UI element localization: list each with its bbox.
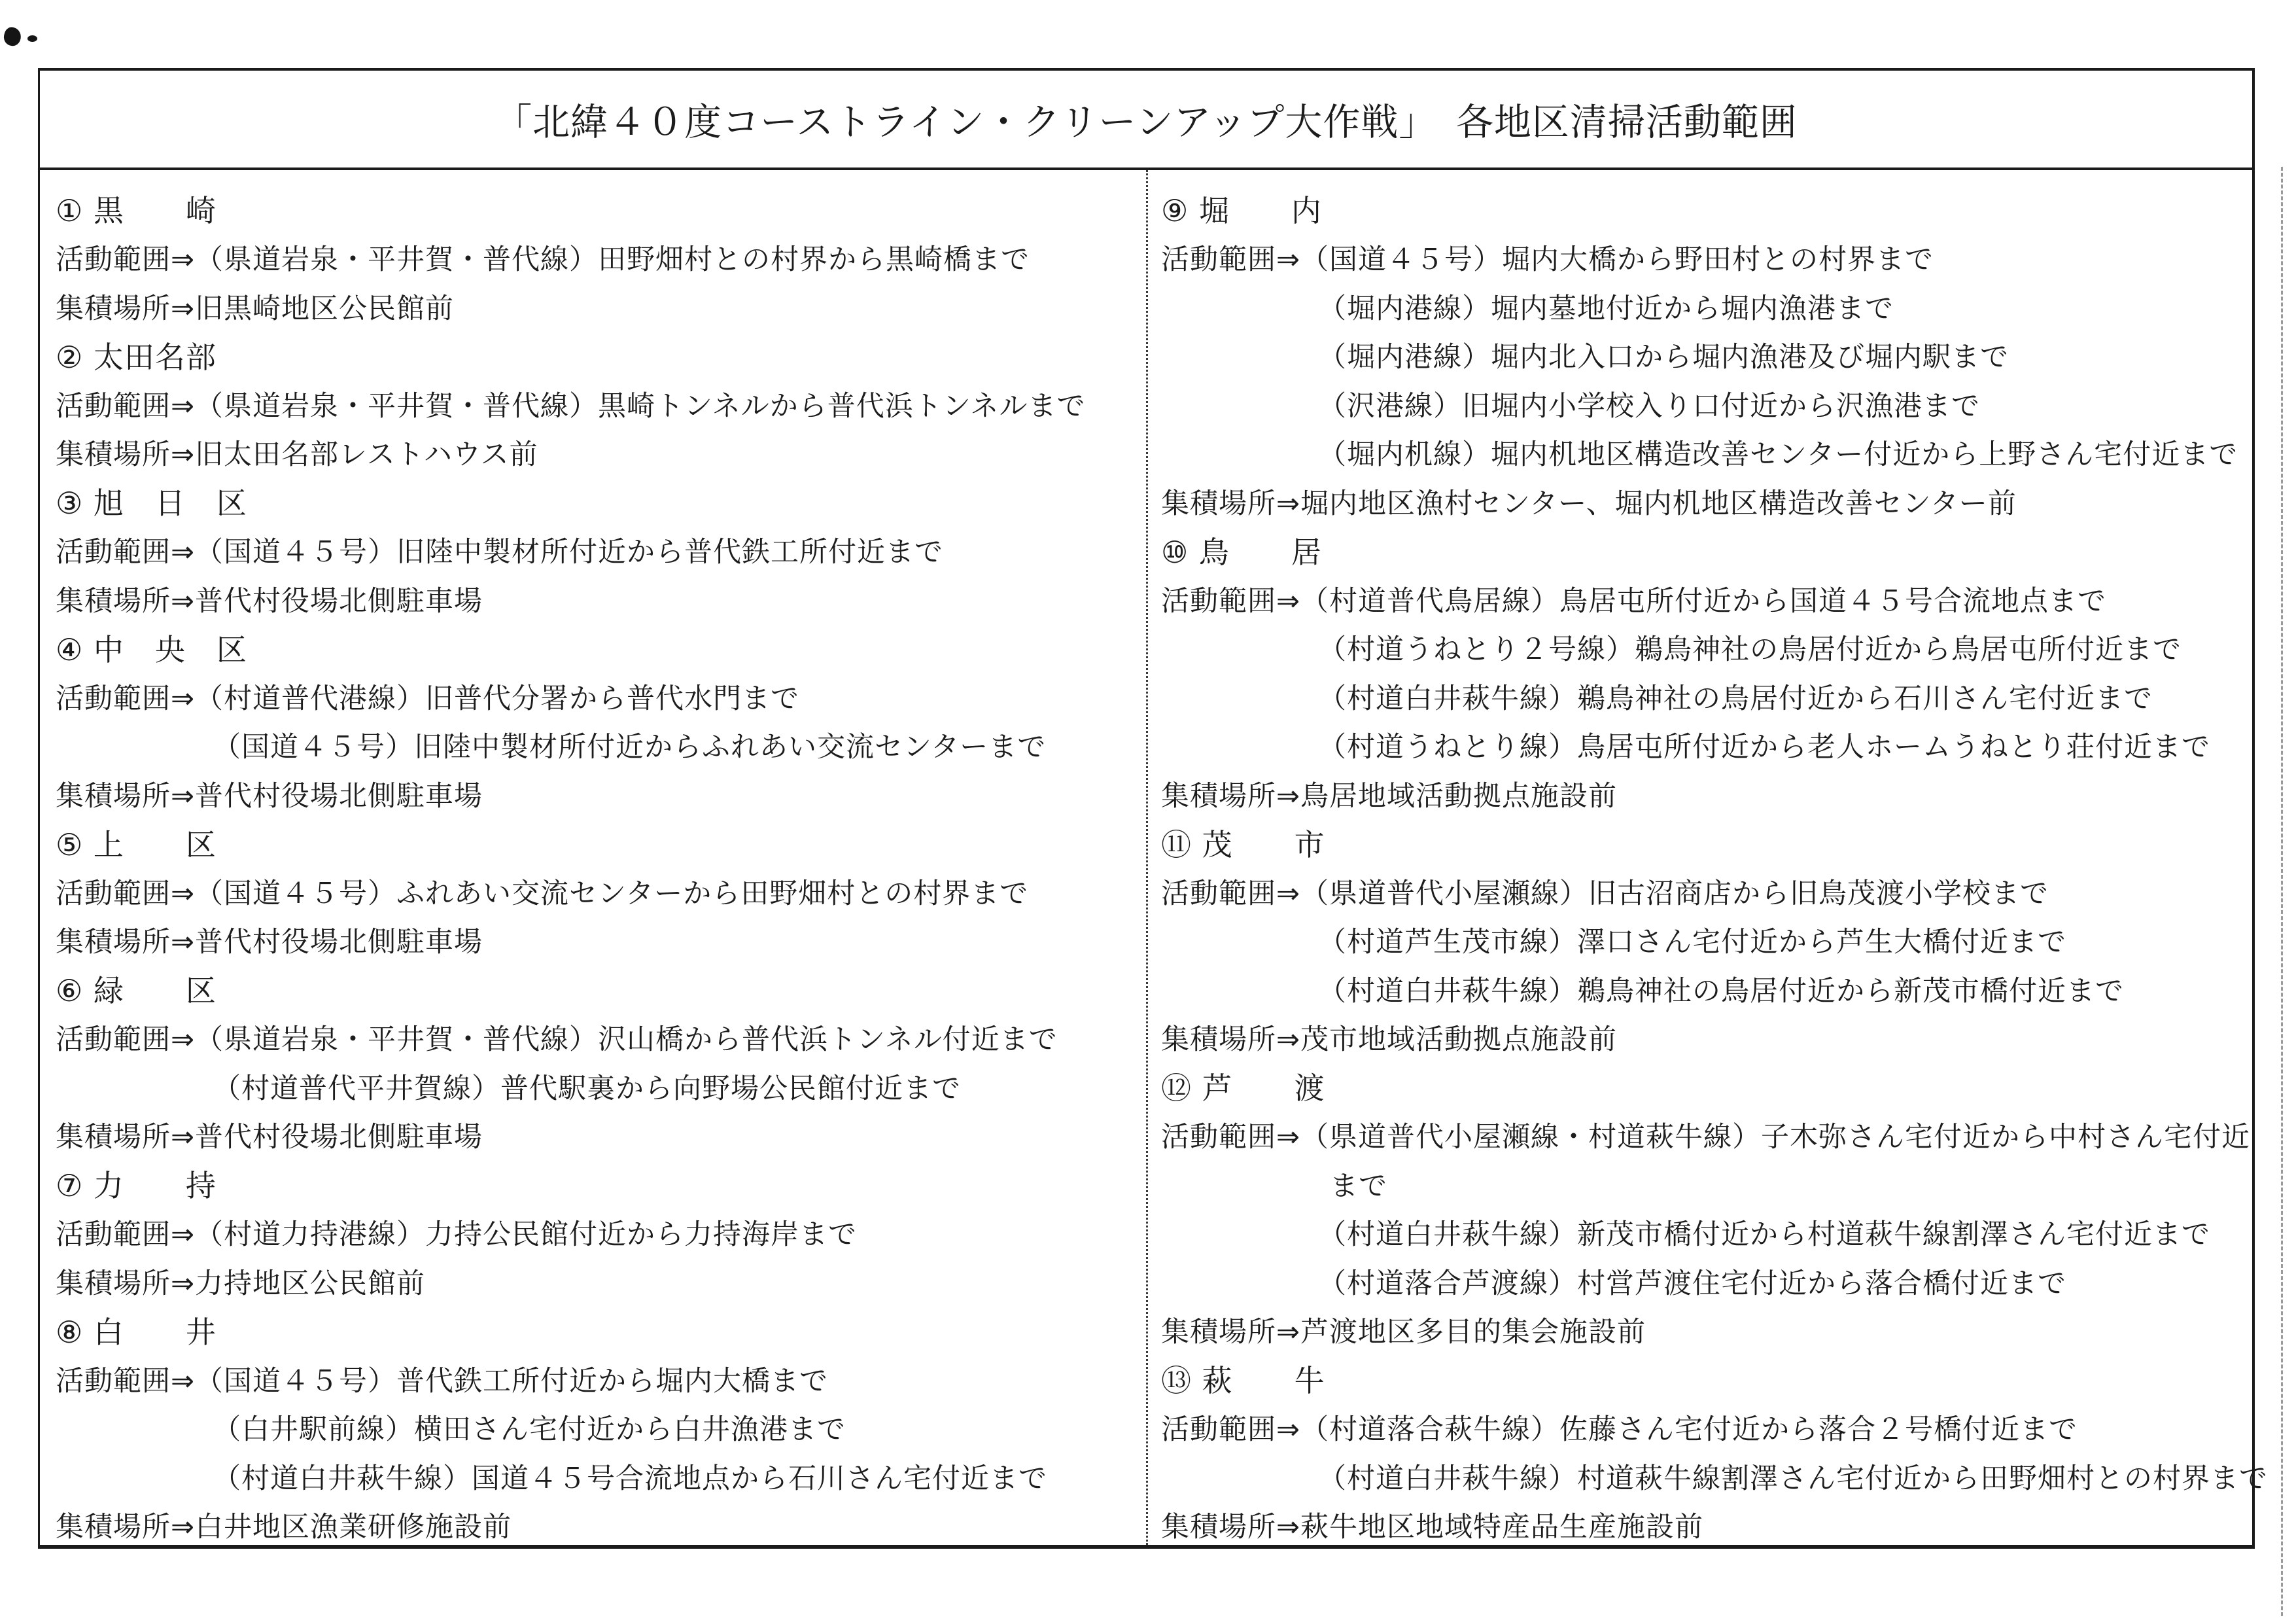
collection-site-line: 集積場所⇒鳥居地域活動拠点施設前 — [1161, 779, 1618, 813]
document-body — [40, 170, 2268, 1545]
collection-site-line: 集積場所⇒芦渡地区多目的集会施設前 — [1161, 1316, 1646, 1349]
district-heading: ② 太田名部 — [56, 339, 217, 375]
collection-site-line: 集積場所⇒普代村役場北側駐車場 — [56, 1121, 483, 1154]
document-title: 「北緯４０度コーストライン・クリーンアップ大作戦」 各地区清掃活動範囲 — [40, 71, 2252, 170]
activity-range-line: 活動範囲⇒（県道岩泉・平井賀・普代線）田野畑村との村界から黒崎橋まで — [56, 243, 1030, 277]
activity-range-continuation-line: （村道白井萩牛線）鵜鳥神社の鳥居付近から石川さん宅付近まで — [1318, 682, 2153, 715]
activity-range-continuation-line: （村道芦生茂市線）澤口さん宅付近から芦生大橋付近まで — [1318, 926, 2066, 959]
activity-range-line: 活動範囲⇒（村道普代鳥居線）鳥居屯所付近から国道４５号合流地点まで — [1161, 584, 2107, 618]
collection-site-line: 集積場所⇒堀内地区漁村センター、堀内机地区構造改善センター前 — [1161, 487, 2017, 520]
activity-range-line: 活動範囲⇒（県道岩泉・平井賀・普代線）沢山橋から普代浜トンネル付近まで — [56, 1023, 1058, 1057]
activity-range-line: 活動範囲⇒（村道普代港線）旧普代分署から普代水門まで — [56, 682, 800, 715]
collection-site-line: 集積場所⇒萩牛地区地域特産品生産施設前 — [1161, 1511, 1704, 1544]
district-heading: ⑦ 力 持 — [56, 1168, 217, 1204]
activity-range-line: 活動範囲⇒（国道４５号）ふれあい交流センターから田野畑村との村界まで — [56, 877, 1029, 910]
scan-artifact-mark — [1, 26, 23, 48]
collection-site-line: 集積場所⇒普代村役場北側駐車場 — [56, 584, 483, 618]
activity-range-continuation-line: （堀内机線）堀内机地区構造改善センター付近から上野さん宅付近まで — [1318, 438, 2238, 472]
activity-range-continuation-line: （村道普代平井賀線）普代駅裏から向野場公民館付近まで — [213, 1072, 961, 1105]
activity-range-continuation-line: （村道白井萩牛線）鵜鳥神社の鳥居付近から新茂市橋付近まで — [1318, 974, 2124, 1008]
district-heading: ⑤ 上 区 — [56, 826, 217, 862]
activity-range-line: 活動範囲⇒（村道落合萩牛線）佐藤さん宅付近から落合２号橋付近まで — [1161, 1413, 2078, 1447]
activity-range-continuation-line: （国道４５号）旧陸中製材所付近からふれあい交流センターまで — [213, 731, 1047, 764]
district-heading: ⑪ 茂 市 — [1161, 826, 1325, 862]
activity-range-continuation-line: （村道白井萩牛線）村道萩牛線割澤さん宅付近から田野畑村との村界まで — [1318, 1462, 2268, 1495]
collection-site-line: 集積場所⇒旧太田名部レストハウス前 — [56, 438, 538, 472]
activity-range-continuation-line: （堀内港線）堀内北入口から堀内漁港及び堀内駅まで — [1318, 341, 2009, 374]
district-heading: ⑨ 堀 内 — [1161, 193, 1322, 229]
collection-site-line: 集積場所⇒旧黒崎地区公民館前 — [56, 292, 455, 325]
activity-range-continuation-line: （白井駅前線）横田さん宅付近から白井漁港まで — [213, 1413, 846, 1447]
activity-range-continuation-line: （村道うねとり２号線）鵜鳥神社の鳥居付近から鳥居屯所付近まで — [1318, 633, 2182, 667]
activity-range-continuation-line: （村道白井萩牛線）新茂市橋付近から村道萩牛線割澤さん宅付近まで — [1318, 1218, 2210, 1252]
activity-range-line: 活動範囲⇒（県道岩泉・平井賀・普代線）黒崎トンネルから普代浜トンネルまで — [56, 389, 1086, 423]
collection-site-line: 集積場所⇒白井地区漁業研修施設前 — [56, 1511, 512, 1544]
activity-range-line: 活動範囲⇒（国道４５号）普代鉄工所付近から堀内大橋まで — [56, 1364, 829, 1398]
district-heading: ⑬ 萩 牛 — [1161, 1363, 1325, 1399]
activity-range-continuation-line: （村道落合芦渡線）村営芦渡住宅付近から落合橋付近まで — [1318, 1267, 2066, 1300]
district-heading: ⑥ 緑 区 — [56, 973, 217, 1009]
activity-range-line: 活動範囲⇒（国道４５号）旧陸中製材所付近から普代鉄工所付近まで — [56, 536, 944, 569]
scan-artifact-mark — [27, 35, 37, 42]
district-heading: ⑩ 鳥 居 — [1161, 534, 1322, 570]
district-heading: ③ 旭 日 区 — [56, 485, 247, 521]
activity-range-line: 活動範囲⇒（国道４５号）堀内大橋から野田村との村界まで — [1161, 243, 1934, 277]
activity-range-line: 活動範囲⇒（県道普代小屋瀬線）旧古沼商店から旧鳥茂渡小学校まで — [1161, 877, 2049, 910]
activity-range-continuation-line: （村道うねとり線）鳥居屯所付近から老人ホームうねとり荘付近まで — [1318, 731, 2210, 764]
collection-site-line: 集積場所⇒普代村役場北側駐車場 — [56, 779, 483, 813]
scan-edge-artifact — [2281, 167, 2283, 1616]
district-heading: ① 黒 崎 — [56, 193, 217, 229]
activity-range-continuation-line: （沢港線）旧堀内小学校入り口付近から沢漁港まで — [1318, 389, 1980, 423]
left-column — [40, 170, 1146, 1545]
activity-range-continuation-line: まで — [1330, 1169, 1387, 1203]
activity-range-continuation-line: （堀内港線）堀内墓地付近から堀内漁港まで — [1318, 292, 1894, 325]
collection-site-line: 集積場所⇒普代村役場北側駐車場 — [56, 926, 483, 959]
activity-range-continuation-line: （村道白井萩牛線）国道４５号合流地点から石川さん宅付近まで — [213, 1462, 1047, 1495]
district-heading: ⑧ 白 井 — [56, 1314, 217, 1350]
collection-site-line: 集積場所⇒力持地区公民館前 — [56, 1267, 426, 1300]
collection-site-line: 集積場所⇒茂市地域活動拠点施設前 — [1161, 1023, 1618, 1057]
activity-range-line: 活動範囲⇒（県道普代小屋瀬線・村道萩牛線）子木弥さん宅付近から中村さん宅付近 — [1161, 1121, 2251, 1154]
right-column — [1146, 170, 2268, 1545]
district-heading: ④ 中 央 区 — [56, 631, 247, 667]
activity-range-line: 活動範囲⇒（村道力持港線）力持公民館付近から力持海岸まで — [56, 1218, 858, 1252]
district-heading: ⑫ 芦 渡 — [1161, 1070, 1325, 1106]
document-frame — [38, 68, 2268, 1549]
